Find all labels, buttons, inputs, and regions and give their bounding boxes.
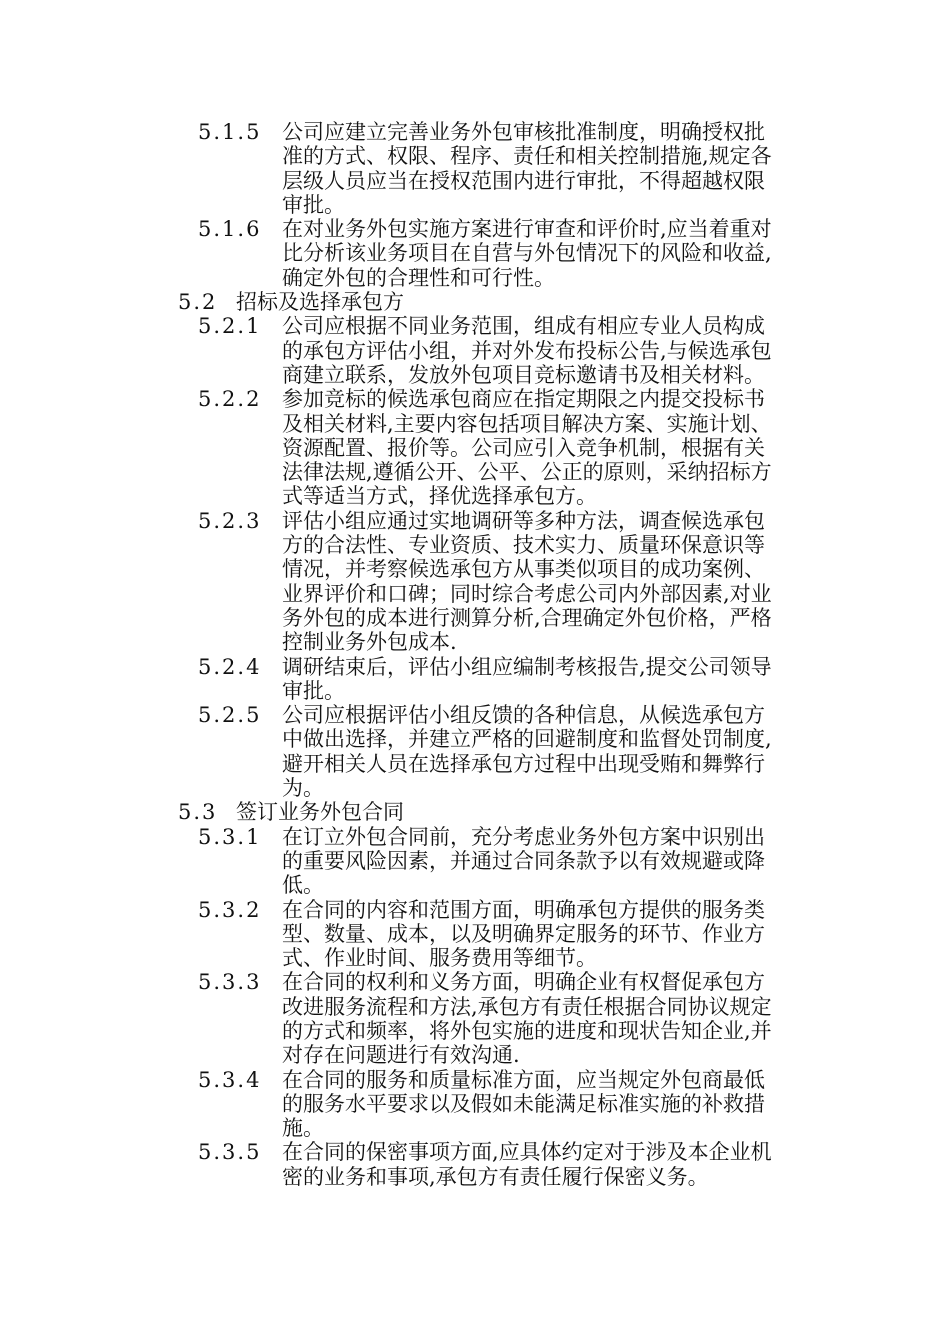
clause-text: 在对业务外包实施方案进行审查和评价时,应当着重对 比分析该业务项目在自营与外包情况下的风险和收益, 确定外包的合理性和可行性。 [282, 217, 772, 290]
clause-number: 5.3.1 [198, 824, 262, 849]
section-5-3-heading [0, 800, 950, 824]
clause-number: 5.2.3 [198, 508, 262, 533]
clause-number: 5.1.5 [198, 120, 262, 144]
clause-number: 5.2.5 [198, 703, 262, 728]
clause-text: 在合同的权利和义务方面，明确企业有权督促承包方 改进服务流程和方法,承包方有责任根据合同协议规定 的方式和频率，将外包实施的进度和现状告知企业,并 对存在问题进行有效沟通. [282, 970, 772, 1068]
clause-text: 调研结束后，评估小组应编制考核报告,提交公司领导 审批。 [282, 654, 772, 703]
clause-number: 5.1.6 [198, 217, 262, 242]
section-title: 招标及选择承包方 [236, 290, 404, 315]
clause-5-3-4 [0, 1068, 950, 1141]
clause-text: 参加竞标的候选承包商应在指定期限之内提交投标书 及相关材料,主要内容包括项目解决方案、实施计划、 资源配置、报价等。公司应引入竞争机制，根据有关 法律法规,遵循公开、公平、公正的原则，采纳招标方 式等适当方式，择优选择承包方。 [282, 387, 772, 509]
clause-5-1-6 [0, 217, 950, 290]
clause-5-1-5 [0, 120, 950, 217]
clause-text: 公司应根据不同业务范围，组成有相应专业人员构成 的承包方评估小组，并对外发布投标公告,与候选承包 商建立联系，发放外包项目竞标邀请书及相关材料。 [282, 314, 772, 387]
clause-5-3-2 [0, 898, 950, 971]
clause-5-2-2 [0, 387, 950, 508]
clause-5-2-4 [0, 655, 950, 704]
document-body [0, 120, 950, 1189]
clause-5-3-1 [0, 825, 950, 898]
section-5-2-heading [0, 290, 950, 314]
section-title: 签订业务外包合同 [236, 800, 404, 825]
clause-number: 5.2.1 [198, 314, 262, 339]
clause-text: 公司应建立完善业务外包审核批准制度，明确授权批 准的方式、权限、程序、责任和相关控制措施,规定各 层级人员应当在授权范围内进行审批，不得超越权限 审批。 [282, 120, 772, 217]
clause-5-3-3 [0, 970, 950, 1067]
clause-number: 5.3.4 [198, 1067, 262, 1092]
clause-5-2-3 [0, 509, 950, 655]
clause-text: 评估小组应通过实地调研等多种方法，调查候选承包 方的合法性、专业资质、技术实力、质量环保意识等 情况，并考察候选承包方从事类似项目的成功案例、 业界评价和口碑；同时综合考虑公司内外部因素,对业 务外包的成本进行测算分析,合理确定外包价格，严格 控制业务外包成本. [282, 508, 772, 655]
clause-number: 5.3.2 [198, 897, 262, 922]
section-number: 5.3 [178, 800, 218, 825]
clause-number: 5.2.4 [198, 654, 262, 679]
clause-text: 在合同的服务和质量标准方面，应当规定外包商最低 的服务水平要求以及假如未能满足标准实施的补救措 施。 [282, 1067, 765, 1141]
clause-5-2-5 [0, 703, 950, 800]
clause-text: 在订立外包合同前，充分考虑业务外包方案中识别出 的重要风险因素，并通过合同条款予以有效规避或降 低。 [282, 824, 765, 898]
clause-text: 公司应根据评估小组反馈的各种信息，从候选承包方 中做出选择，并建立严格的回避制度和监督处罚制度, 避开相关人员在选择承包方过程中出现受贿和舞弊行 为。 [282, 703, 772, 801]
section-number: 5.2 [178, 290, 218, 315]
clause-5-2-1 [0, 314, 950, 387]
clause-number: 5.3.3 [198, 970, 262, 995]
clause-number: 5.3.5 [198, 1140, 262, 1165]
clause-text: 在合同的保密事项方面,应具体约定对于涉及本企业机 密的业务和事项,承包方有责任履行保密义务。 [282, 1140, 772, 1189]
clause-text: 在合同的内容和范围方面，明确承包方提供的服务类 型、数量、成本，以及明确界定服务的环节、作业方 式、作业时间、服务费用等细节。 [282, 897, 765, 971]
clause-number: 5.2.2 [198, 387, 262, 412]
clause-5-3-5 [0, 1140, 950, 1189]
